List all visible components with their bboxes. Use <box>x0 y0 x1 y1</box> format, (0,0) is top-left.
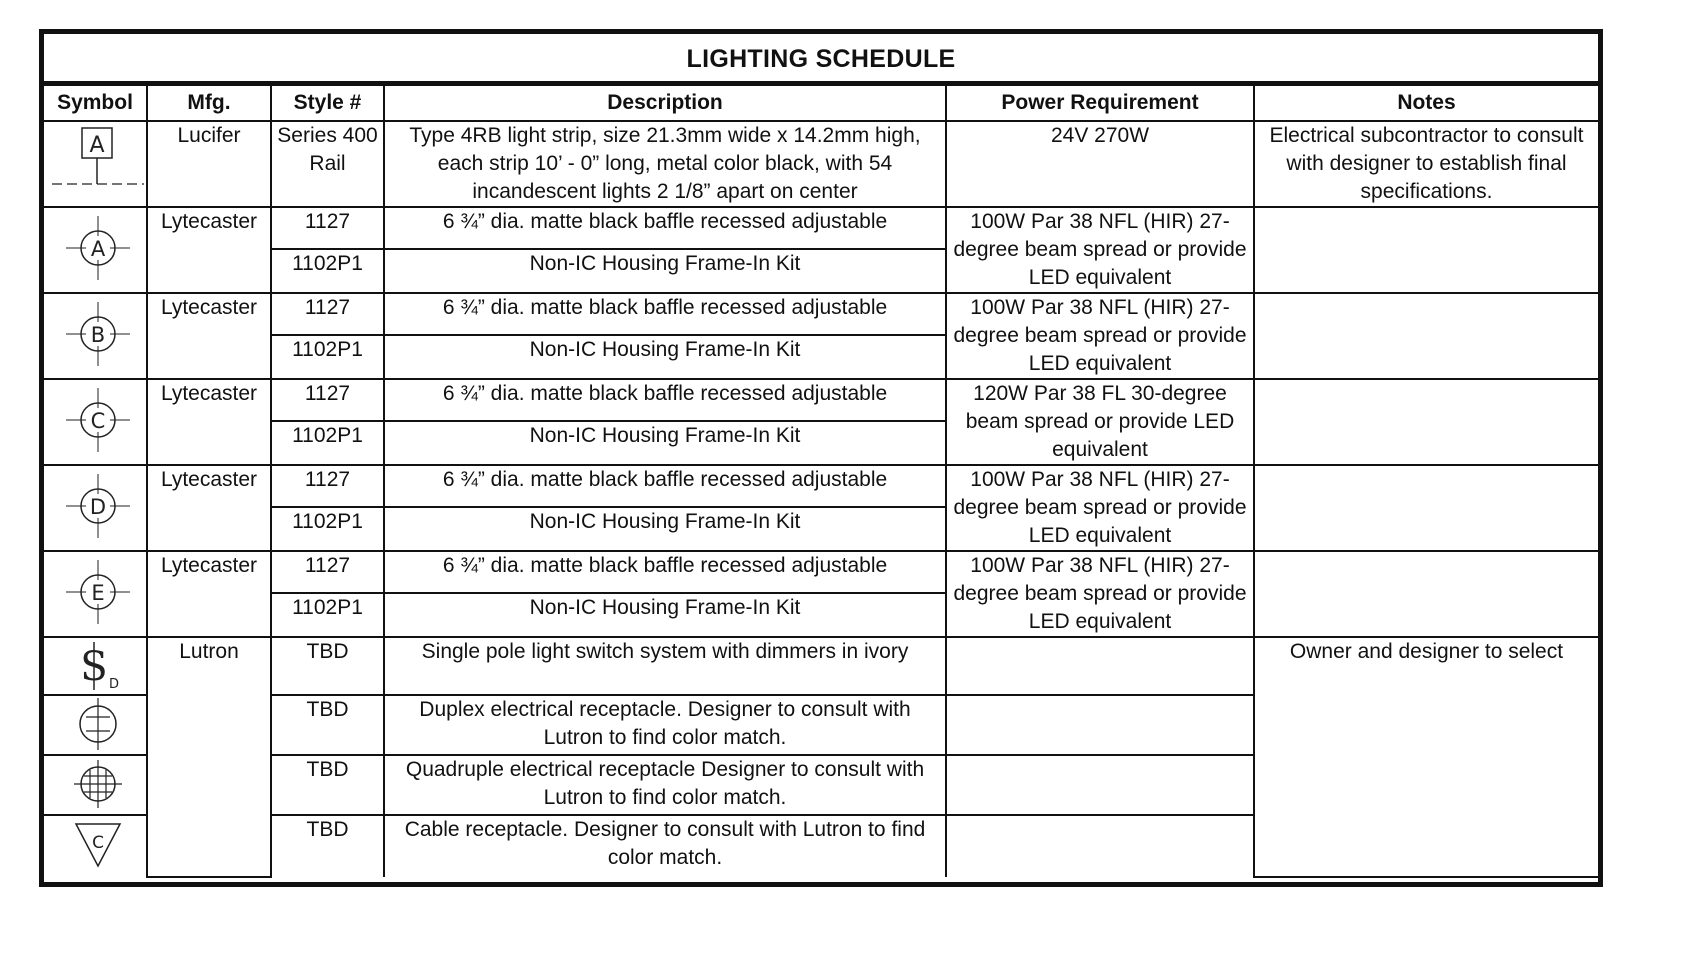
duplex-receptacle-icon <box>44 695 147 755</box>
recessed-light-a-icon <box>44 207 147 293</box>
power-cell: 120W Par 38 FL 30-degree beam spread or provide LED equivalent <box>946 379 1254 465</box>
description-cell: 6 ¾” dia. matte black baffle recessed adjustable <box>384 207 946 249</box>
quadruple-receptacle-icon <box>44 755 147 815</box>
power-cell <box>946 815 1254 877</box>
symbol-letter: B <box>90 323 106 347</box>
style-cell: 1127 <box>271 551 384 593</box>
dimmer-switch-icon <box>44 637 147 695</box>
description-cell: Quadruple electrical receptacle Designer to consult with Lutron to find color match. <box>384 755 946 815</box>
description-cell: Cable receptacle. Designer to consult with Lutron to find color match. <box>384 815 946 877</box>
style-cell: 1102P1 <box>271 335 384 379</box>
style-cell: 1127 <box>271 379 384 421</box>
power-cell <box>946 637 1254 695</box>
power-cell <box>946 755 1254 815</box>
description-cell: Duplex electrical receptacle. Designer to consult with Lutron to find color match. <box>384 695 946 755</box>
notes-cell <box>1254 465 1598 551</box>
header-mfg: Mfg. <box>147 85 271 121</box>
header-notes: Notes <box>1254 85 1598 121</box>
table-row <box>44 207 1598 249</box>
style-cell: 1102P1 <box>271 249 384 293</box>
style-cell: TBD <box>271 815 384 877</box>
description-cell: 6 ¾” dia. matte black baffle recessed adjustable <box>384 379 946 421</box>
description-cell: 6 ¾” dia. matte black baffle recessed adjustable <box>384 551 946 593</box>
header-row <box>44 85 1598 121</box>
notes-cell: Electrical subcontractor to consult with designer to establish final specifications. <box>1254 121 1598 207</box>
description-cell: 6 ¾” dia. matte black baffle recessed adjustable <box>384 293 946 335</box>
schedule-title: LIGHTING SCHEDULE <box>44 34 1598 84</box>
power-cell: 100W Par 38 NFL (HIR) 27-degree beam spread or provide LED equivalent <box>946 207 1254 293</box>
description-cell: Non-IC Housing Frame-In Kit <box>384 421 946 465</box>
style-cell: 1102P1 <box>271 593 384 637</box>
symbol-letter: E <box>91 581 105 605</box>
power-cell: 100W Par 38 NFL (HIR) 27-degree beam spread or provide LED equivalent <box>946 293 1254 379</box>
description-cell: 6 ¾” dia. matte black baffle recessed adjustable <box>384 465 946 507</box>
power-cell <box>946 695 1254 755</box>
header-style: Style # <box>271 85 384 121</box>
notes-cell: Owner and designer to select <box>1254 637 1598 877</box>
style-cell: 1102P1 <box>271 421 384 465</box>
description-cell: Non-IC Housing Frame-In Kit <box>384 335 946 379</box>
style-cell: 1127 <box>271 207 384 249</box>
description-cell: Type 4RB light strip, size 21.3mm wide x 14.2mm high, each strip 10’ - 0” long, metal color black, with 54 incandescent lights 2 1/8” apart on center <box>384 121 946 207</box>
symbol-letter: C <box>92 833 104 853</box>
table-row <box>44 465 1598 507</box>
mfg-cell: Lytecaster <box>147 551 271 637</box>
power-cell: 100W Par 38 NFL (HIR) 27-degree beam spread or provide LED equivalent <box>946 551 1254 637</box>
lighting-schedule-sheet <box>39 29 1603 887</box>
symbol-letter: C <box>90 409 106 433</box>
mfg-cell: Lytecaster <box>147 293 271 379</box>
table-row <box>44 551 1598 593</box>
power-cell: 100W Par 38 NFL (HIR) 27-degree beam spread or provide LED equivalent <box>946 465 1254 551</box>
strip-light-a-icon <box>44 121 147 207</box>
recessed-light-d-icon <box>44 465 147 551</box>
table-row <box>44 379 1598 421</box>
notes-cell <box>1254 379 1598 465</box>
svg-text:S: S <box>80 644 108 690</box>
table-row <box>44 121 1598 207</box>
power-cell: 24V 270W <box>946 121 1254 207</box>
style-cell: 1127 <box>271 293 384 335</box>
description-cell: Single pole light switch system with dimmers in ivory <box>384 637 946 695</box>
notes-cell <box>1254 207 1598 293</box>
notes-cell <box>1254 293 1598 379</box>
header-symbol: Symbol <box>44 85 147 121</box>
style-cell: 1127 <box>271 465 384 507</box>
description-cell: Non-IC Housing Frame-In Kit <box>384 507 946 551</box>
table-row <box>44 637 1598 695</box>
mfg-cell: Lytecaster <box>147 379 271 465</box>
recessed-light-b-icon <box>44 293 147 379</box>
symbol-letter: A <box>89 133 105 158</box>
header-power: Power Requirement <box>946 85 1254 121</box>
mfg-cell: Lutron <box>147 637 271 877</box>
description-cell: Non-IC Housing Frame-In Kit <box>384 249 946 293</box>
style-cell: TBD <box>271 755 384 815</box>
cable-receptacle-icon <box>44 815 147 877</box>
style-cell: TBD <box>271 637 384 695</box>
mfg-cell: Lytecaster <box>147 207 271 293</box>
style-cell: 1102P1 <box>271 507 384 551</box>
mfg-cell: Lytecaster <box>147 465 271 551</box>
description-cell: Non-IC Housing Frame-In Kit <box>384 593 946 637</box>
style-cell: TBD <box>271 695 384 755</box>
schedule-table <box>44 84 1598 878</box>
header-description: Description <box>384 85 946 121</box>
mfg-cell: Lucifer <box>147 121 271 207</box>
symbol-letter: D <box>89 495 107 519</box>
symbol-letter: D <box>108 677 120 692</box>
recessed-light-e-icon <box>44 551 147 637</box>
notes-cell <box>1254 551 1598 637</box>
style-cell: Series 400 Rail <box>271 121 384 207</box>
table-row <box>44 293 1598 335</box>
recessed-light-c-icon <box>44 379 147 465</box>
symbol-letter: A <box>90 237 106 261</box>
